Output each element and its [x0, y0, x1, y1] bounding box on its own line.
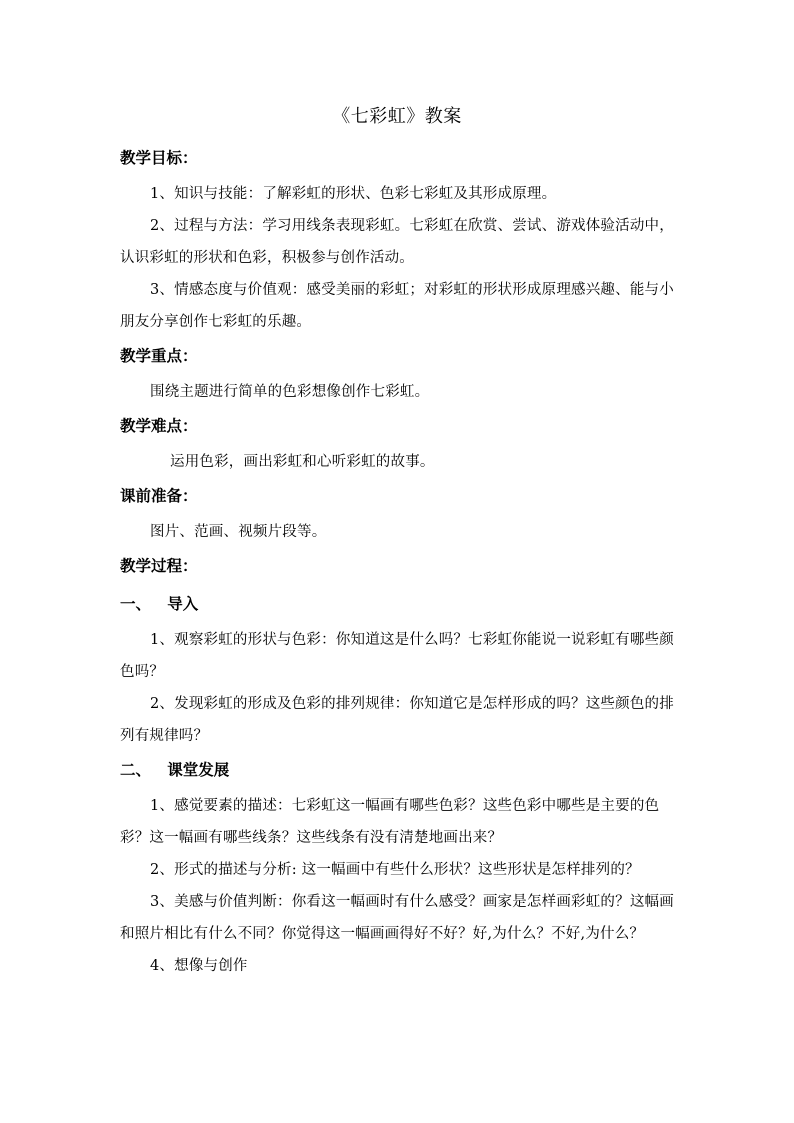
- key-points-text: 围绕主题进行简单的色彩想像创作七彩虹。: [150, 384, 430, 400]
- part1-item-2: 2、发现彩虹的形成及色彩的排列规律：你知道它是怎样形成的吗？这些颜色的排列有规律吗？: [120, 696, 674, 744]
- part2-item-4: 4、想像与创作: [150, 958, 248, 974]
- preparation-text: 图片、范画、视频片段等。: [150, 524, 327, 540]
- process-part2-heading: 二、 课堂发展: [120, 761, 230, 779]
- goal-item-1: 1、知识与技能：了解彩虹的形状、色彩七彩虹及其形成原理。: [150, 186, 557, 202]
- part2-item-1: 1、感觉要素的描述：七彩虹这一幅画有哪些色彩？这些色彩中哪些是主要的色彩？这一幅画有哪些线条？这些线条有没有清楚地画出来？: [120, 798, 660, 846]
- part2-item-3: 3、美感与价值判断：你看这一幅画时有什么感受？画家是怎样画彩虹的？这幅画和照片相比有什么不同？你觉得这一幅画画得好不好？好,为什么？不好,为什么？: [120, 894, 674, 942]
- difficulties-heading: 教学难点：: [120, 417, 198, 435]
- key-points-heading: 教学重点：: [120, 347, 198, 365]
- goal-item-3: 3、情感态度与价值观：感受美丽的彩虹；对彩虹的形状形成原理感兴趣、能与小朋友分享创作七彩虹的乐趣。: [120, 282, 674, 330]
- document-title: 《七彩虹》教案: [332, 106, 462, 127]
- goal-item-2: 2、过程与方法：学习用线条表现彩虹。七彩虹在欣赏、尝试、游戏体验活动中，认识彩虹的形状和色彩，积极参与创作活动。: [120, 218, 674, 266]
- preparation-heading: 课前准备：: [120, 487, 198, 505]
- part1-item-1: 1、观察彩虹的形状与色彩：你知道这是什么吗？七彩虹你能说一说彩虹有哪些颜色吗？: [120, 632, 674, 680]
- part2-item-2: 2、形式的描述与分析: 这一幅画中有些什么形状？这些形状是怎样排列的？: [150, 862, 640, 878]
- document-content: [120, 146, 676, 982]
- difficulties-text: 运用色彩，画出彩虹和心听彩虹的故事。: [170, 454, 435, 470]
- goals-heading: 教学目标：: [120, 149, 198, 167]
- process-heading: 教学过程：: [120, 557, 198, 575]
- process-part1-heading: 一、 导入: [120, 595, 199, 613]
